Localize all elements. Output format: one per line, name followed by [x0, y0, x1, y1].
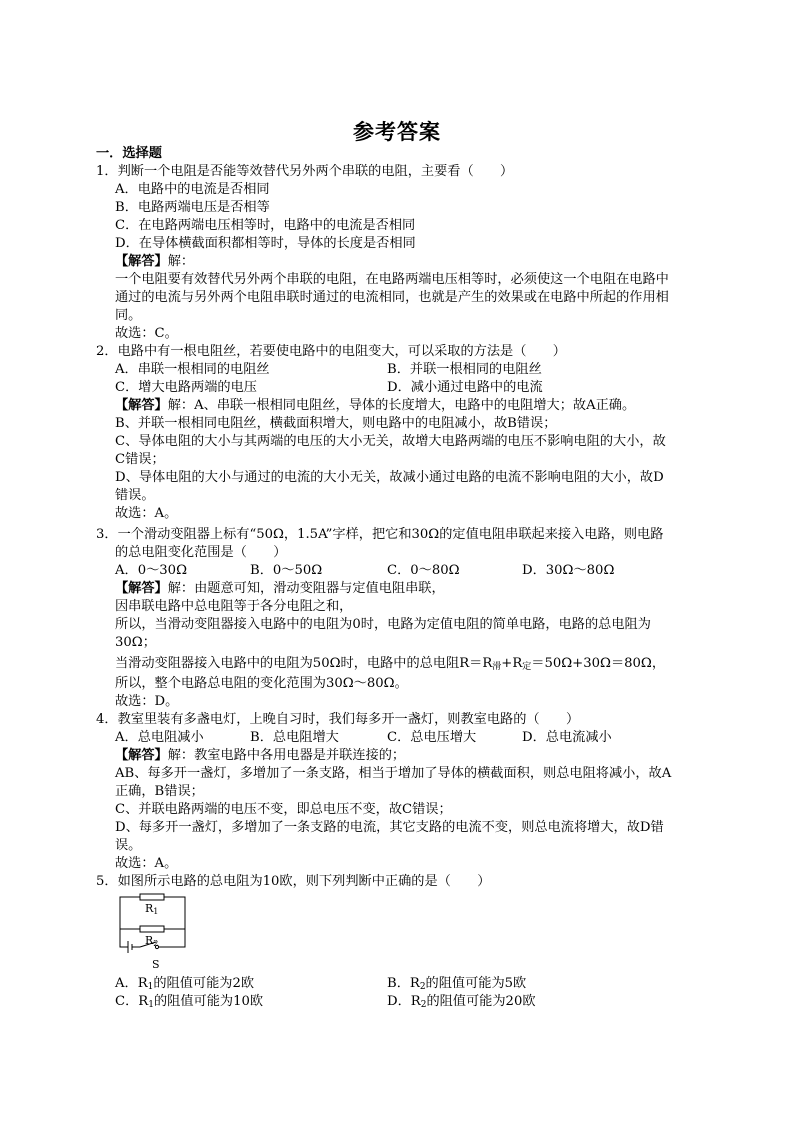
- q4-option-b: B．总电阻增大: [250, 730, 339, 745]
- answer-label: 解：: [167, 254, 195, 269]
- q5-c-prefix: C．R: [115, 994, 149, 1009]
- q5-a-suffix: 的阻值可能为2欧: [153, 976, 255, 991]
- q5-c-sub: 1: [148, 1000, 154, 1010]
- q5-c-suffix: 的阻值可能为10欧: [153, 994, 264, 1009]
- q4-answer: 故选：A。: [115, 856, 178, 871]
- q3-exp-line-5: [115, 655, 665, 676]
- q2-option-c: C．增大电路两端的电压: [115, 380, 257, 395]
- q4-stem: 4．教室里装有多盏电灯，上晚自习时，我们每多开一盏灯，则教室电路的（ ）: [96, 712, 580, 727]
- q2-exp-line-2: B、并联一根相同电阻丝，横截面积增大，则电路中的电阻减小，故B错误；: [115, 416, 557, 431]
- q4-option-d: D．总电流减小: [522, 730, 612, 745]
- q3-exp5-part-a: 当滑动变阻器接入电路中的电阻为50Ω时，电路中的总电阻R＝R: [115, 656, 493, 671]
- answer-tag: 【解答】: [115, 748, 168, 763]
- q3-exp-line-6: 所以，整个电路总电阻的变化范围为30Ω～80Ω。: [115, 676, 408, 691]
- q1-exp-line-3: 同。: [115, 308, 142, 323]
- q3-exp5-part-b: +R: [501, 656, 523, 671]
- r2-label: R2: [145, 934, 159, 948]
- q2-exp-text: 解：A、串联一根相同电阻丝，导体的长度增大，电路中的电阻增大；故A正确。: [167, 398, 636, 413]
- resistor-r1-icon: [140, 894, 164, 900]
- q3-stem-line-1: 3．一个滑动变阻器上标有“50Ω，1.5A”字样，把它和30Ω的定值电阻串联起来接入电路，则电路: [96, 527, 664, 542]
- q4-exp-text: 解：教室电路中各用电器是并联连接的；: [167, 748, 406, 763]
- q3-exp5-sub-1: 滑: [492, 662, 502, 672]
- q3-exp-text: 解：由题意可知，滑动变阻器与定值电阻串联，: [167, 581, 445, 596]
- answer-tag: 【解答】: [115, 581, 168, 596]
- q2-exp-line-6: 错误。: [115, 488, 155, 503]
- resistor-r2-icon: [140, 926, 164, 932]
- q1-answer: 故选：C。: [115, 326, 178, 341]
- q5-option-d: [387, 993, 536, 1014]
- q4-exp-line-6: 误。: [115, 838, 142, 853]
- q1-option-c: C．在电路两端电压相等时，电路中的电流是否相同: [115, 218, 416, 233]
- q5-b-suffix: 的阻值可能为5欧: [425, 976, 527, 991]
- q4-exp-line-4: C、并联电路两端的电压不变，即总电压不变，故C错误；: [115, 802, 452, 817]
- q2-exp-line-4: C错误；: [115, 452, 165, 467]
- q5-option-c: [115, 993, 263, 1014]
- q1-option-a: A．电路中的电流是否相同: [115, 182, 270, 197]
- q2-exp-line-3: C、导体电阻的大小与其两端的电压的大小无关，故增大电路两端的电压不影响电阻的大小，故: [115, 434, 666, 449]
- q3-option-a: A．0～30Ω: [115, 563, 188, 578]
- q5-d-prefix: D．R: [387, 994, 421, 1009]
- q5-a-prefix: A．R: [115, 976, 148, 991]
- q5-b-sub: 2: [419, 982, 426, 992]
- r1-label: R1: [145, 902, 159, 916]
- q4-exp-line-3: 正确，B错误；: [115, 784, 204, 799]
- q2-option-b: B．并联一根相同的电阻丝: [387, 362, 542, 377]
- circuit-diagram: [112, 890, 192, 972]
- switch-label: S: [152, 958, 160, 971]
- page-title: 参考答案: [353, 119, 441, 144]
- q2-exp-line-1: [115, 397, 635, 415]
- q2-exp-line-5: D、导体电阻的大小与通过的电流的大小无关，故减小通过电路的电流不影响电阻的大小，故D: [115, 470, 664, 485]
- q3-exp5-part-c: ＝50Ω+30Ω＝80Ω，: [531, 656, 666, 671]
- q1-option-b: B．电路两端电压是否相等: [115, 200, 270, 215]
- q5-a-sub: 1: [147, 982, 154, 992]
- q3-option-b: B．0～50Ω: [250, 563, 323, 578]
- q4-option-c: C．总电压增大: [387, 730, 477, 745]
- answer-tag: 【解答】: [115, 254, 168, 269]
- q5-d-suffix: 的阻值可能为20欧: [426, 994, 536, 1009]
- section-heading: 一．选择题: [96, 146, 162, 161]
- q2-stem: 2．电路中有一根电阻丝，若要使电路中的电阻变大，可以采取的方法是（ ）: [96, 344, 566, 359]
- q1-explanation-header: [115, 253, 194, 271]
- q2-option-a: A．串联一根相同的电阻丝: [115, 362, 270, 377]
- q3-exp-line-3: 所以，当滑动变阻器接入电路中的电阻为0时，电路为定值电阻的简单电路，电路的总电阻为: [115, 617, 651, 632]
- q4-exp-line-5: D、每多开一盏灯，多增加了一条支路的电流，其它支路的电流不变，则总电流将增大，故D错: [115, 820, 664, 835]
- q4-exp-line-2: AB、每多开一盏灯，多增加了一条支路，相当于增加了导体的横截面积，则总电阻将减小，故A: [115, 766, 672, 781]
- q5-b-prefix: B．R: [387, 976, 420, 991]
- answer-tag: 【解答】: [115, 398, 168, 413]
- q1-exp-line-1: 一个电阻要有效替代另外两个串联的电阻，在电路两端电压相等时，必须使这一个电阻在电路中: [115, 272, 669, 287]
- q1-option-d: D．在导体横截面积都相等时，导体的长度是否相同: [115, 236, 416, 251]
- q1-stem: 1．判断一个电阻是否能等效替代另外两个串联的电阻，主要看（ ）: [96, 164, 514, 179]
- q3-stem-line-2: 的总电阻变化范围是（ ）: [115, 545, 287, 560]
- q3-option-d: D．30Ω～80Ω: [522, 563, 615, 578]
- q3-exp-line-4: 30Ω；: [115, 635, 156, 650]
- q4-exp-line-1: [115, 747, 405, 765]
- q3-answer: 故选：D。: [115, 694, 179, 709]
- q4-option-a: A．总电阻减小: [115, 730, 204, 745]
- q2-option-d: D．减小通过电路中的电流: [387, 380, 543, 395]
- q5-d-sub: 2: [420, 1000, 427, 1010]
- q2-answer: 故选：A。: [115, 506, 178, 521]
- q3-exp-line-1: [115, 580, 445, 598]
- q5-stem: 5．如图所示电路的总电阻为10欧，则下列判断中正确的是（ ）: [96, 874, 491, 889]
- q3-exp5-sub-2: 定: [522, 662, 532, 672]
- q3-exp-line-2: 因串联电路中总电阻等于各分电阻之和，: [115, 599, 353, 614]
- q1-exp-line-2: 通过的电流与另外两个电阻串联时通过的电流相同，也就是产生的效果或在电路中所起的作用相: [115, 290, 669, 305]
- q3-option-c: C．0～80Ω: [387, 563, 460, 578]
